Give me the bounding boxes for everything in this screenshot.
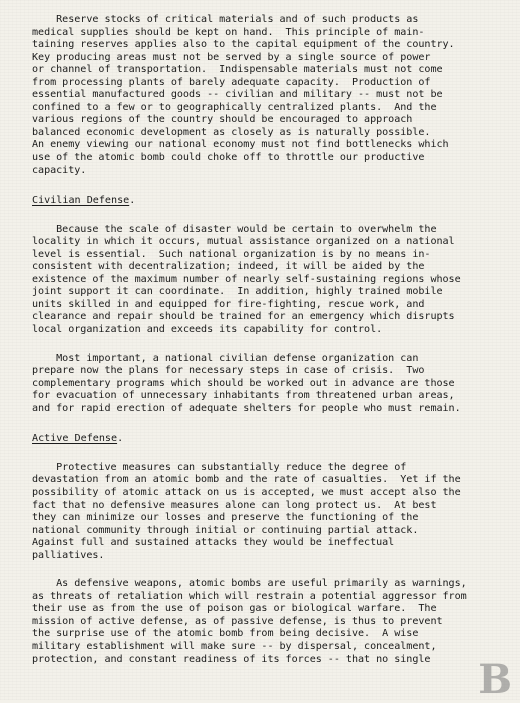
section-heading-active-defense — [32, 433, 500, 446]
heading-text: Active Defense — [32, 433, 118, 445]
paragraph-protective-measures: Protective measures can substantially reduce the degree of devastation from an atomic bomb and the rate of casualties. Yet if the possibility of atomic attack on us is accepted, we must accept also the fact that no defensive measures alone can long protect us. At best they can minimize our losses and preserve the functioning of the national community through initial or continuing partial attack. Against full and sustained attacks they would be ineffectual palliatives. — [32, 461, 461, 561]
heading-period: . — [129, 195, 136, 207]
paragraph-civilian-organization: Most important, a national civilian defense organization can prepare now the plans for necessary steps in case of crisis. Two complementary programs which should be worked out in advance are those for evacuation of unnecessary inhabitants from threatened urban areas, and for rapid erection of adequate shelters for people who must remain. — [32, 352, 461, 414]
paragraph-defensive-weapons: As defensive weapons, atomic bombs are useful primarily as warnings, as threats of retaliation which will restrain a potential aggressor from their use as from the use of poison gas or biological warfare. The mission of active defense, as of passive defense, is thus to prevent the surprise use of the atomic bomb from being decisive. A wise military establishment will make sure -- by dispersal, concealment, protection, and constant readiness of its forces -- that no single — [32, 578, 467, 665]
paragraph-reserve-stocks: Reserve stocks of critical materials and of such products as medical supplies should be kept on hand. This principle of main- taining reserves applies also to the capital equipment of the country. Key producing areas must not be served by a single source of power or channel of transportation. Indispensable materials must not come from processing plants of barely adequate capacity. Production of essential manufactured goods -- civilian and military -- must not be confined to a few or to geographically centralized plants. And the various regions of the country should be encouraged to approach balanced economic development as closely as is naturally possible. An enemy viewing our national economy must not find bottlenecks which use of the atomic bomb could choke off to throttle our productive capacity. — [32, 14, 455, 176]
heading-period: . — [117, 433, 124, 445]
paragraph-mutual-assistance: Because the scale of disaster would be certain to overwhelm the locality in which it occurs, mutual assistance organized on a national level is essential. Such national organization is by no means in- consistent with decentralization; indeed, it will be aided by the existence of the maximum number of nearly self-sustaining regions whose joint support it can coordinate. In addition, highly trained mobile units skilled in and equipped for fire-fighting, rescue work, and clearance and repair should be trained for an emergency which disrupts local organization and exceeds its capability for control. — [32, 223, 461, 336]
heading-text: Civilian Defense — [32, 195, 130, 207]
margin-mark: B — [478, 656, 512, 703]
section-heading-civilian-defense — [32, 195, 500, 208]
